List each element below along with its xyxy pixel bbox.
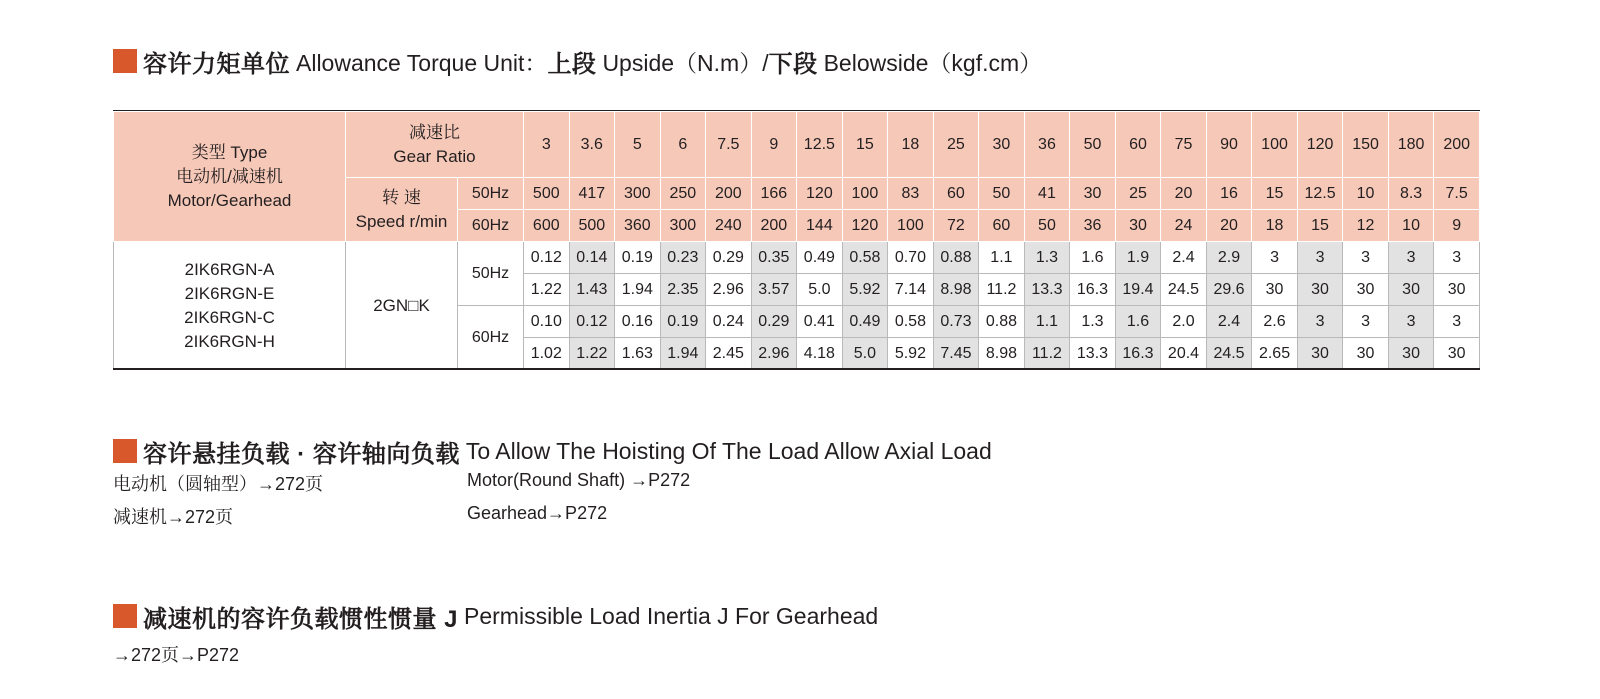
torque-cell: 2.96 (751, 338, 797, 370)
speed-cell: 300 (615, 178, 661, 210)
ratio-cell: 180 (1388, 112, 1434, 178)
torque-cell: 1.9 (1115, 242, 1161, 274)
ratio-cell: 25 (933, 112, 979, 178)
torque-cell: 2.96 (706, 274, 752, 306)
torque-cell: 0.88 (933, 242, 979, 274)
torque-cell: 2.4 (1206, 306, 1252, 338)
torque-cell: 24.5 (1206, 338, 1252, 370)
torque-cell: 2.35 (660, 274, 706, 306)
motor-model: 2IK6RGN-A (184, 259, 275, 279)
ratio-cell: 36 (1024, 112, 1070, 178)
torque-cell: 3 (1297, 242, 1343, 274)
torque-cell: 0.12 (524, 242, 570, 274)
torque-cell: 24.5 (1161, 274, 1207, 306)
torque-cell: 3 (1343, 306, 1389, 338)
motor-ref-cn: 电动机（圆轴型）→272页 (113, 474, 324, 494)
gearhead-ref-cn: 减速机→272页 (113, 507, 234, 527)
torque-cell: 30 (1343, 274, 1389, 306)
upper-cn: 上段 (547, 50, 597, 78)
torque-cell: 16.3 (1115, 338, 1161, 370)
hz-label: 50Hz (458, 242, 524, 306)
speed-cell: 200 (706, 178, 752, 210)
torque-cell: 0.19 (660, 306, 706, 338)
speed-cell: 120 (797, 178, 843, 210)
torque-cell: 2.45 (706, 338, 752, 370)
torque-cell: 1.94 (615, 274, 661, 306)
speed-cell: 20 (1206, 210, 1252, 242)
torque-cell: 1.43 (569, 274, 615, 306)
ratio-cell: 120 (1297, 112, 1343, 178)
torque-cell: 5.92 (842, 274, 888, 306)
torque-cell: 30 (1297, 274, 1343, 306)
torque-cell: 19.4 (1115, 274, 1161, 306)
motor-model: 2IK6RGN-C (184, 307, 275, 327)
ratio-cell: 75 (1161, 112, 1207, 178)
torque-table (113, 111, 1480, 370)
speed-cell: 100 (842, 178, 888, 210)
hz-label: 50Hz (458, 178, 524, 210)
gearhead-model: 2GN□K (346, 242, 458, 370)
torque-cell: 30 (1388, 338, 1434, 370)
torque-cell: 1.1 (1024, 306, 1070, 338)
torque-cell: 0.29 (751, 306, 797, 338)
hz-label: 60Hz (458, 306, 524, 370)
ratio-cell: 100 (1252, 112, 1298, 178)
torque-cell: 7.45 (933, 338, 979, 370)
speed-cell: 144 (797, 210, 843, 242)
torque-unit-title (113, 46, 1042, 76)
ratio-cell: 200 (1434, 112, 1480, 178)
torque-cell: 1.94 (660, 338, 706, 370)
title-cn: 容许悬挂负载 · 容许轴向负载 (143, 440, 460, 468)
torque-cell: 30 (1434, 338, 1480, 370)
torque-cell: 2.9 (1206, 242, 1252, 274)
table-row (114, 242, 1480, 274)
ratio-cell: 5 (615, 112, 661, 178)
speed-cell: 30 (1115, 210, 1161, 242)
speed-cell: 7.5 (1434, 178, 1480, 210)
speed-cell: 300 (660, 210, 706, 242)
title-en: Permissible Load Inertia J For Gearhead (464, 602, 879, 629)
speed-cell: 36 (1070, 210, 1116, 242)
torque-cell: 3 (1252, 242, 1298, 274)
motor-gearhead-cn: 电动机/减速机 (176, 166, 283, 186)
speed-cell: 8.3 (1388, 178, 1434, 210)
torque-cell: 3 (1343, 242, 1389, 274)
upper-en: Upside（N.m）/ (602, 49, 769, 76)
inertia-title (113, 601, 878, 631)
lower-en: Belowside（kgf.cm） (823, 49, 1043, 76)
motor-ref-en: Motor(Round Shaft) →P272 (467, 470, 691, 490)
torque-cell: 1.6 (1070, 242, 1116, 274)
torque-cell: 0.49 (842, 306, 888, 338)
torque-cell: 30 (1297, 338, 1343, 370)
torque-cell: 5.0 (842, 338, 888, 370)
torque-cell: 2.65 (1252, 338, 1298, 370)
torque-cell: 0.58 (888, 306, 934, 338)
torque-cell: 5.0 (797, 274, 843, 306)
torque-cell: 8.98 (979, 338, 1025, 370)
torque-cell: 0.12 (569, 306, 615, 338)
ratio-cell: 50 (1070, 112, 1116, 178)
torque-cell: 1.63 (615, 338, 661, 370)
section-marker-icon (113, 604, 137, 628)
torque-cell: 3 (1297, 306, 1343, 338)
hz-label: 60Hz (458, 210, 524, 242)
torque-cell: 1.1 (979, 242, 1025, 274)
speed-cell: 25 (1115, 178, 1161, 210)
motor-model: 2IK6RGN-E (184, 283, 275, 303)
torque-cell: 1.6 (1115, 306, 1161, 338)
speed-cell: 417 (569, 178, 615, 210)
torque-cell: 29.6 (1206, 274, 1252, 306)
speed-cell: 60 (933, 178, 979, 210)
torque-cell: 3 (1388, 242, 1434, 274)
torque-cell: 7.14 (888, 274, 934, 306)
speed-cell: 12 (1343, 210, 1389, 242)
torque-cell: 3 (1434, 242, 1480, 274)
section-marker-icon (113, 49, 137, 73)
ratio-cell: 3.6 (569, 112, 615, 178)
torque-cell: 30 (1252, 274, 1298, 306)
speed-cell: 30 (1070, 178, 1116, 210)
motor-gearhead-en: Motor/Gearhead (167, 190, 292, 210)
torque-cell: 30 (1434, 274, 1480, 306)
ratio-cell: 90 (1206, 112, 1252, 178)
speed-cell: 12.5 (1297, 178, 1343, 210)
speed-cell: 18 (1252, 210, 1298, 242)
torque-cell: 20.4 (1161, 338, 1207, 370)
speed-cell: 100 (888, 210, 934, 242)
speed-cell: 50 (979, 178, 1025, 210)
speed-cell: 240 (706, 210, 752, 242)
torque-cell: 30 (1343, 338, 1389, 370)
torque-cell: 11.2 (979, 274, 1025, 306)
speed-cell: 250 (660, 178, 706, 210)
torque-cell: 1.02 (524, 338, 570, 370)
torque-cell: 3 (1388, 306, 1434, 338)
speed-cell: 500 (569, 210, 615, 242)
title-cn: 减速机的容许负载惯性惯量 J (143, 605, 459, 633)
torque-cell: 1.3 (1070, 306, 1116, 338)
speed-cell: 20 (1161, 178, 1207, 210)
ratio-cell: 7.5 (706, 112, 752, 178)
type-label: 类型 Type (191, 142, 268, 162)
type-header (114, 112, 346, 242)
speed-cell: 120 (842, 210, 888, 242)
ratio-cell: 6 (660, 112, 706, 178)
ratio-cell: 150 (1343, 112, 1389, 178)
ratio-cell: 15 (842, 112, 888, 178)
torque-cell: 3 (1434, 306, 1480, 338)
ratio-cell: 18 (888, 112, 934, 178)
speed-cell: 24 (1161, 210, 1207, 242)
speed-cell: 72 (933, 210, 979, 242)
speed-cell: 166 (751, 178, 797, 210)
speed-cell: 200 (751, 210, 797, 242)
speed-cn: 转 速 (382, 187, 421, 207)
torque-cell: 0.88 (979, 306, 1025, 338)
torque-cell: 2.4 (1161, 242, 1207, 274)
torque-cell: 0.70 (888, 242, 934, 274)
gear-ratio-cn: 减速比 (409, 122, 460, 142)
torque-cell: 13.3 (1024, 274, 1070, 306)
gearhead-ref-en: Gearhead→P272 (467, 503, 608, 523)
speed-cell: 83 (888, 178, 934, 210)
speed-cell: 10 (1343, 178, 1389, 210)
torque-cell: 0.19 (615, 242, 661, 274)
speed-header (346, 178, 458, 242)
torque-cell: 8.98 (933, 274, 979, 306)
lower-cn: 下段 (768, 50, 818, 78)
gear-ratio-en: Gear Ratio (393, 146, 476, 166)
speed-cell: 10 (1388, 210, 1434, 242)
torque-cell: 13.3 (1070, 338, 1116, 370)
section-marker-icon (113, 439, 137, 463)
torque-cell: 0.58 (842, 242, 888, 274)
torque-cell: 0.10 (524, 306, 570, 338)
title-cn: 容许力矩单位 (143, 50, 290, 78)
torque-cell: 0.41 (797, 306, 843, 338)
torque-cell: 0.14 (569, 242, 615, 274)
table-bottom-rule (113, 368, 1480, 370)
speed-cell: 500 (524, 178, 570, 210)
gear-ratio-header (346, 112, 524, 178)
ratio-cell: 12.5 (797, 112, 843, 178)
speed-cell: 15 (1297, 210, 1343, 242)
speed-cell: 360 (615, 210, 661, 242)
torque-cell: 0.16 (615, 306, 661, 338)
speed-cell: 41 (1024, 178, 1070, 210)
speed-cell: 50 (1024, 210, 1070, 242)
torque-cell: 4.18 (797, 338, 843, 370)
speed-cell: 15 (1252, 178, 1298, 210)
torque-cell: 1.22 (524, 274, 570, 306)
title-en: To Allow The Hoisting Of The Load Allow Axial Load (465, 437, 992, 464)
torque-cell: 11.2 (1024, 338, 1070, 370)
torque-cell: 0.35 (751, 242, 797, 274)
torque-cell: 0.49 (797, 242, 843, 274)
torque-cell: 30 (1388, 274, 1434, 306)
torque-cell: 1.22 (569, 338, 615, 370)
motor-models (114, 242, 346, 370)
speed-en: Speed r/min (355, 211, 448, 231)
torque-cell: 16.3 (1070, 274, 1116, 306)
torque-cell: 0.24 (706, 306, 752, 338)
torque-cell: 0.73 (933, 306, 979, 338)
ratio-cell: 60 (1115, 112, 1161, 178)
torque-cell: 3.57 (751, 274, 797, 306)
inertia-ref: →272页→P272 (113, 645, 240, 665)
torque-cell: 1.3 (1024, 242, 1070, 274)
torque-cell: 0.23 (660, 242, 706, 274)
speed-cell: 9 (1434, 210, 1480, 242)
torque-cell: 2.6 (1252, 306, 1298, 338)
torque-cell: 5.92 (888, 338, 934, 370)
torque-cell: 2.0 (1161, 306, 1207, 338)
speed-cell: 16 (1206, 178, 1252, 210)
load-title (113, 436, 992, 466)
ratio-cell: 9 (751, 112, 797, 178)
speed-cell: 600 (524, 210, 570, 242)
title-en: Allowance Torque Unit： (296, 49, 548, 76)
motor-model: 2IK6RGN-H (184, 331, 275, 351)
speed-cell: 60 (979, 210, 1025, 242)
ratio-cell: 30 (979, 112, 1025, 178)
torque-cell: 0.29 (706, 242, 752, 274)
ratio-cell: 3 (524, 112, 570, 178)
